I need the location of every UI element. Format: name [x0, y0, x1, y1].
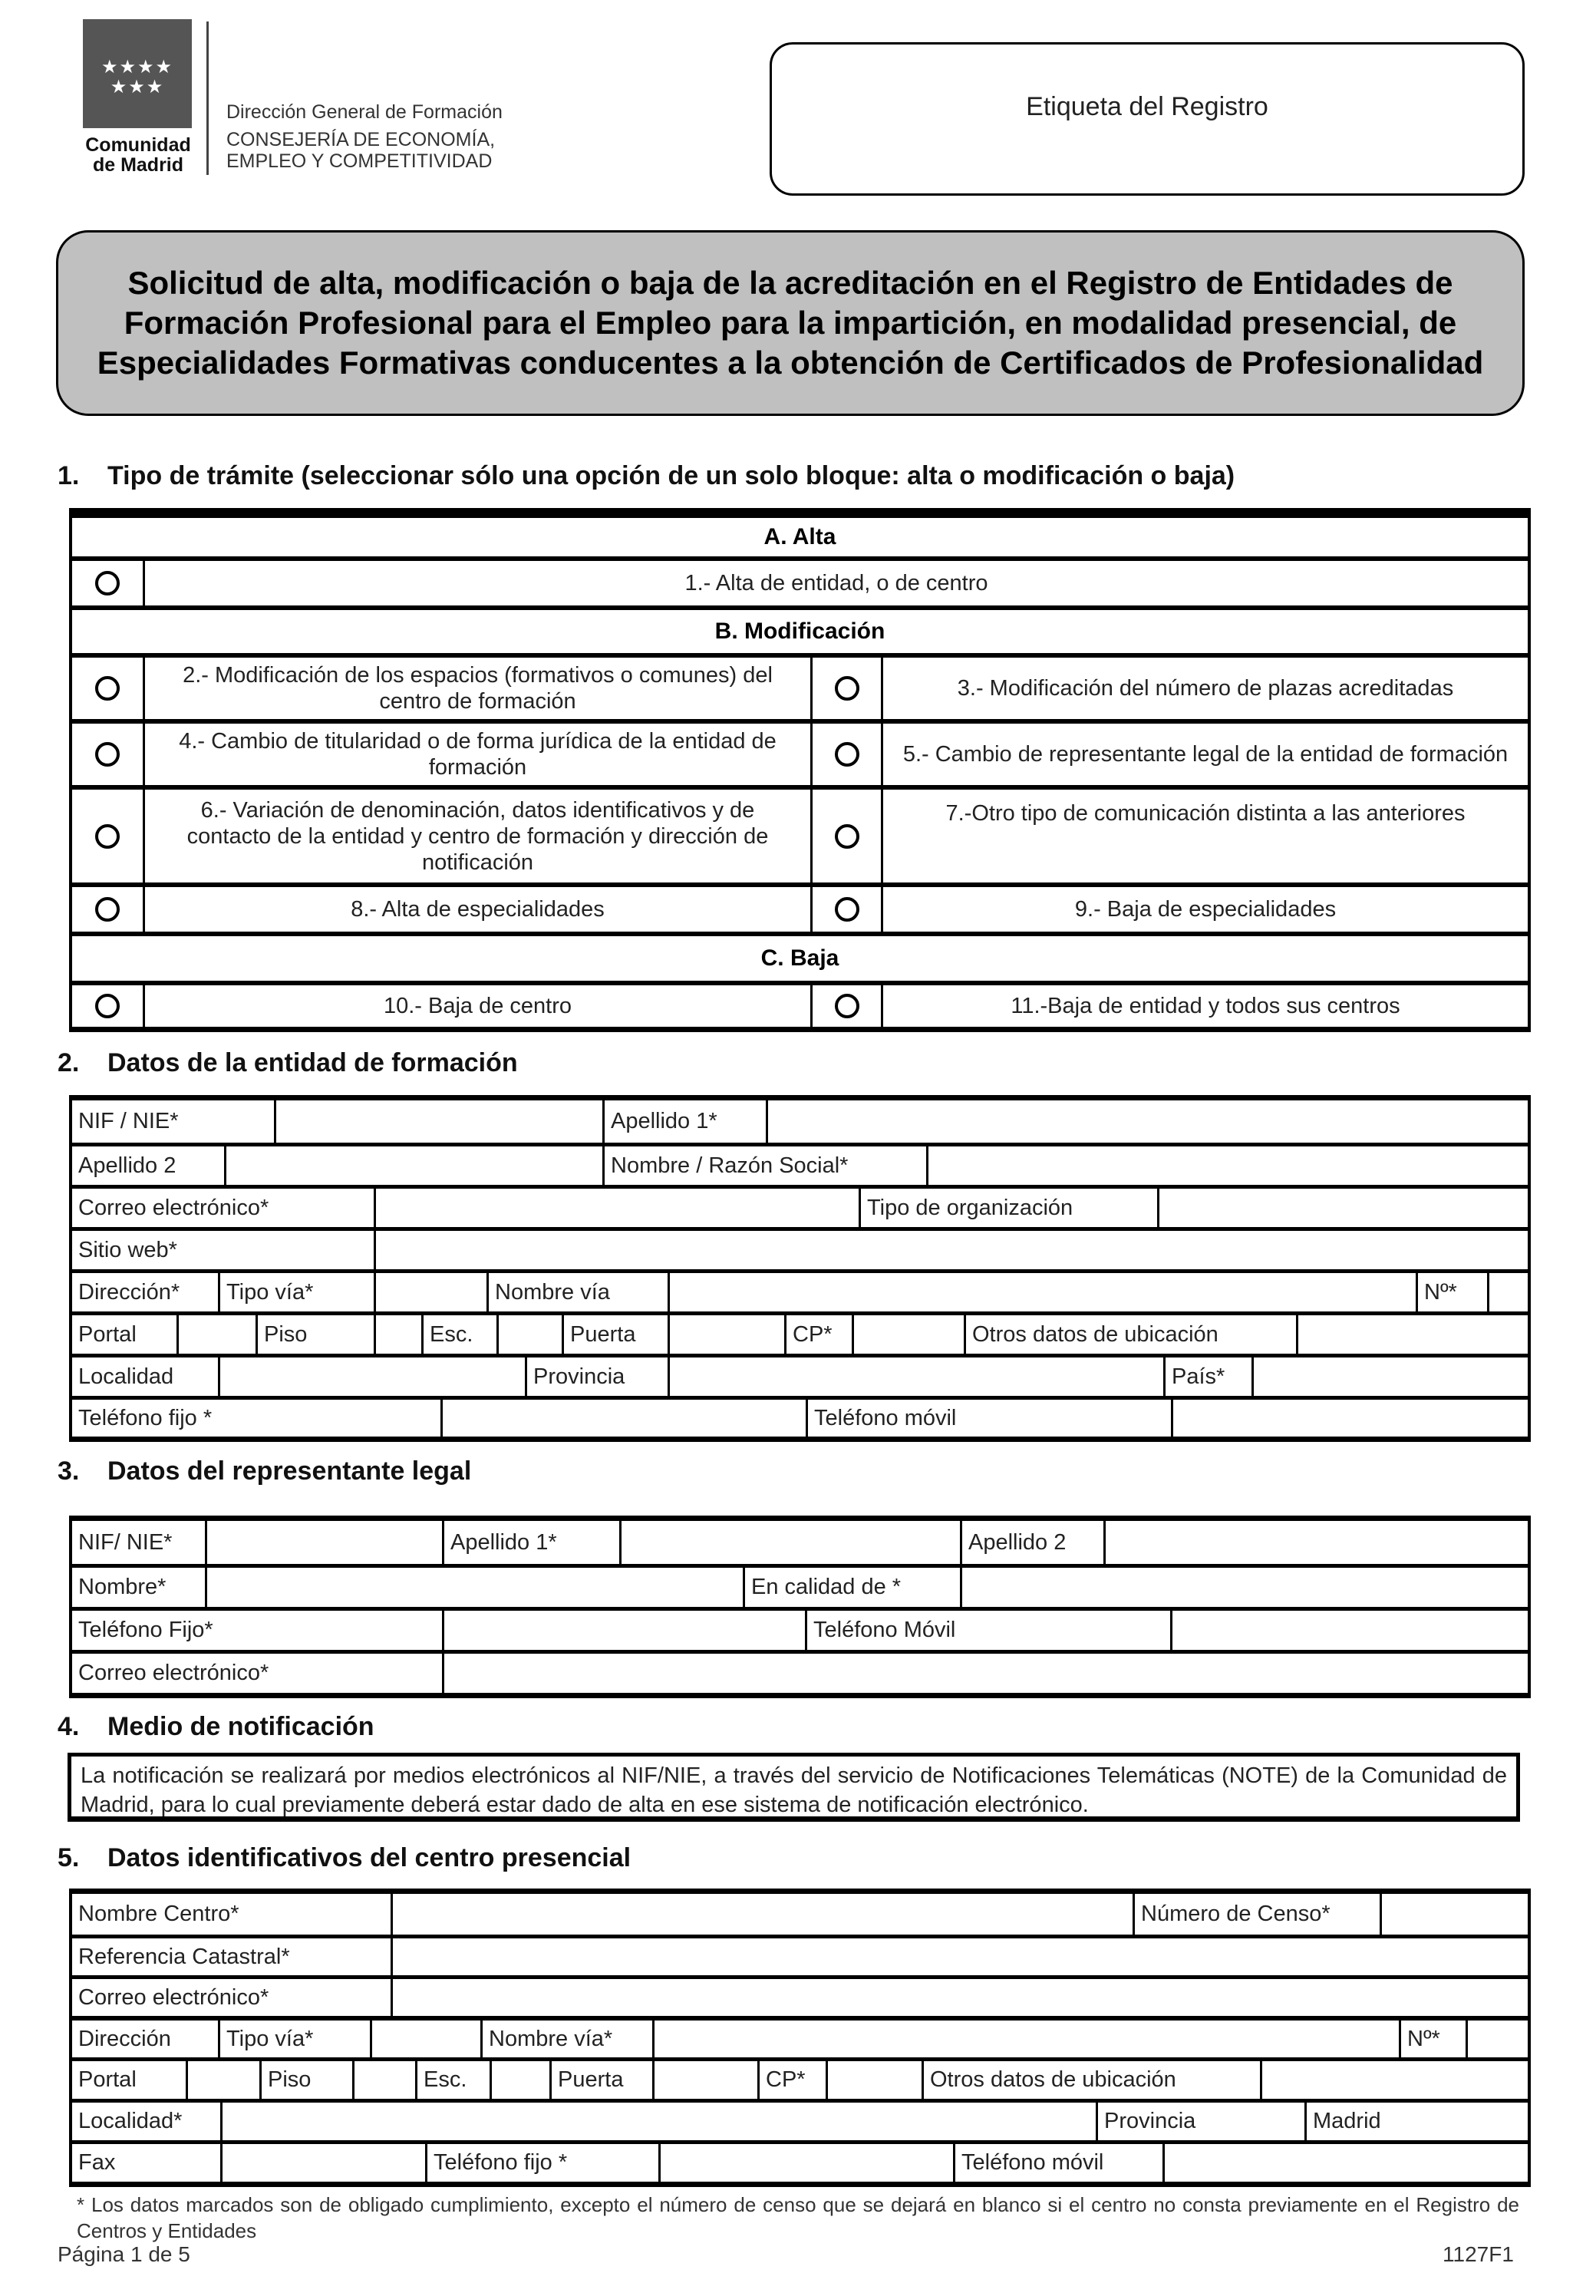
training-center-table [69, 1889, 1531, 2187]
option-5-label: 5.- Cambio de representante legal de la entidad de formación [881, 724, 1528, 785]
rep-correo-field[interactable] [442, 1654, 1528, 1693]
required-fields-footnote: * Los datos marcados son de obligado cumplimiento, excepto el número de censo que se dejará en blanco si el centro no consta previamente en el Registro de Centros y Entidades [77, 2193, 1519, 2242]
centro-cp-label: CP* [757, 2061, 826, 2099]
section2-heading [58, 1047, 518, 1078]
rep-apellido2-label: Apellido 2 [960, 1521, 1103, 1564]
section-title: Datos de la entidad de formación [107, 1048, 518, 1077]
comunidad-madrid-logo [83, 19, 192, 128]
cp-field[interactable] [852, 1315, 964, 1354]
centro-telefono-fijo-field[interactable] [658, 2144, 953, 2182]
rep-apellido2-field[interactable] [1103, 1521, 1528, 1564]
centro-localidad-label: Localidad* [78, 2109, 183, 2133]
referencia-catastral-label: Referencia Catastral* [78, 1944, 290, 1969]
title-box [56, 230, 1525, 416]
tipo-via-label: Tipo vía* [218, 1273, 374, 1311]
referencia-catastral-field[interactable] [391, 1938, 1528, 1975]
nombre-label: Nombre / Razón Social* [602, 1146, 926, 1185]
rep-nif-field[interactable] [205, 1521, 442, 1564]
section-number: 5. [58, 1843, 80, 1872]
centro-piso-label: Piso [259, 2061, 352, 2099]
centro-esc-field[interactable] [490, 2061, 549, 2099]
ministry-line1: CONSEJERÍA DE ECONOMÍA, [226, 129, 496, 150]
centro-puerta-label: Puerta [549, 2061, 652, 2099]
piso-field[interactable] [374, 1315, 421, 1354]
centro-nombre-via-field[interactable] [652, 2021, 1399, 2057]
fax-field[interactable] [220, 2144, 425, 2182]
tipo-organizacion-field[interactable] [1157, 1189, 1528, 1227]
section-title: Datos del representante legal [107, 1456, 472, 1486]
rep-telefono-fijo-field[interactable] [442, 1611, 805, 1650]
department-block [226, 101, 503, 172]
option-row [72, 719, 1528, 785]
radio-icon[interactable] [95, 742, 120, 767]
option-3-radio[interactable] [810, 658, 881, 719]
otros-datos-label: Otros datos de ubicación [964, 1315, 1296, 1354]
block-b-header [72, 605, 1528, 653]
centro-piso-field[interactable] [352, 2061, 415, 2099]
centro-provincia-label: Provincia [1096, 2103, 1304, 2140]
centro-numero-field[interactable] [1466, 2021, 1528, 2057]
provincia-label: Provincia [525, 1357, 668, 1396]
nif-label: NIF / NIE* [78, 1109, 179, 1133]
cp-label: CP* [784, 1315, 852, 1354]
rep-correo-label: Correo electrónico* [78, 1661, 269, 1685]
option-4-label: 4.- Cambio de titularidad o de forma jurídica de la entidad de formación [143, 724, 810, 785]
section-title: Tipo de trámite (seleccionar sólo una opción de un solo bloque: alta o modificación o baja) [107, 461, 1235, 490]
option-8-radio[interactable] [72, 887, 143, 932]
legal-representative-table [69, 1516, 1531, 1698]
logo-name-line2: de Madrid [92, 154, 184, 176]
ministry-line2: EMPLEO Y COMPETITIVIDAD [226, 150, 493, 172]
portal-field[interactable] [176, 1315, 256, 1354]
section-number: 1. [58, 461, 80, 490]
provincia-field[interactable] [668, 1357, 1163, 1396]
centro-tipo-via-label: Tipo vía* [218, 2021, 370, 2057]
option-4-radio[interactable] [72, 724, 143, 785]
rep-apellido1-label: Apellido 1* [442, 1521, 619, 1564]
option-2-radio[interactable] [72, 658, 143, 719]
rep-calidad-field[interactable] [960, 1568, 1528, 1607]
section1-heading [58, 460, 1235, 491]
tipo-via-field[interactable] [374, 1273, 486, 1311]
option-11-label: 11.-Baja de entidad y todos sus centros [881, 985, 1528, 1027]
portal-label: Portal [78, 1321, 137, 1347]
fax-label: Fax [78, 2150, 116, 2175]
block-c-label: C. Baja [760, 945, 839, 971]
option-7-label: 7.-Otro tipo de comunicación distinta a las anteriores [881, 790, 1528, 882]
centro-provincia-field[interactable]: Madrid [1304, 2103, 1528, 2140]
centro-tipo-via-field[interactable] [370, 2021, 480, 2057]
section-number: 2. [58, 1048, 80, 1077]
notification-notice: La notificación se realizará por medios electrónicos al NIF/NIE, a través del servicio de Notificaciones Telemáticas (NOTE) de la Comunidad de Madrid, para lo cual previamente deberá estar dado de alta en ese sistema de notificación electrónico. [68, 1753, 1520, 1822]
block-a-label: A. Alta [763, 524, 836, 549]
esc-label: Esc. [421, 1315, 496, 1354]
rep-calidad-label: En calidad de * [743, 1568, 960, 1607]
stars-icon: ★★★ [110, 76, 165, 97]
apellido1-field[interactable] [766, 1100, 1528, 1143]
localidad-field[interactable] [218, 1357, 525, 1396]
correo-label: Correo electrónico* [78, 1195, 269, 1220]
option-7-radio[interactable] [810, 790, 881, 882]
nombre-centro-label: Nombre Centro* [78, 1902, 239, 1926]
numero-censo-label: Número de Censo* [1133, 1894, 1380, 1935]
numero-censo-field[interactable] [1380, 1894, 1528, 1935]
nombre-via-field[interactable] [668, 1273, 1416, 1311]
section5-heading [58, 1842, 631, 1873]
centro-telefono-movil-label: Teléfono móvil [953, 2144, 1162, 2182]
option-9-label: 9.- Baja de especialidades [881, 887, 1528, 932]
nombre-centro-field[interactable] [391, 1894, 1133, 1935]
department-name: Dirección General de Formación [226, 101, 503, 123]
pais-field[interactable] [1251, 1357, 1528, 1396]
rep-nombre-field[interactable] [205, 1568, 743, 1607]
section-number: 3. [58, 1456, 80, 1486]
direccion-label: Dirección* [78, 1279, 180, 1305]
centro-portal-field[interactable] [186, 2061, 259, 2099]
rep-nif-label: NIF/ NIE* [78, 1529, 173, 1555]
option-2-label: 2.- Modificación de los espacios (formativos o comunes) del centro de formación [143, 658, 810, 719]
block-c-header [72, 932, 1528, 981]
centro-numero-label: Nº* [1399, 2021, 1466, 2057]
option-11-radio[interactable] [810, 985, 881, 1027]
logo-name [77, 135, 200, 175]
web-field[interactable] [374, 1231, 1528, 1269]
apellido2-label: Apellido 2 [78, 1153, 176, 1178]
centro-esc-label: Esc. [415, 2061, 490, 2099]
correo-field[interactable] [374, 1189, 859, 1227]
registry-label: Etiqueta del Registro [1026, 92, 1268, 121]
rep-telefono-movil-field[interactable] [1170, 1611, 1528, 1650]
otros-datos-field[interactable] [1296, 1315, 1528, 1354]
esc-field[interactable] [496, 1315, 562, 1354]
option-row [72, 556, 1528, 605]
section-title: Datos identificativos del centro presencial [107, 1843, 631, 1872]
centro-cp-field[interactable] [826, 2061, 922, 2099]
option-row [72, 653, 1528, 719]
centro-telefono-fijo-label: Teléfono fijo * [425, 2144, 658, 2182]
option-10-radio[interactable] [72, 985, 143, 1027]
option-10-label: 10.- Baja de centro [143, 985, 810, 1027]
telefono-movil-field[interactable] [1171, 1400, 1528, 1437]
rep-telefono-movil-label: Teléfono Móvil [805, 1611, 1170, 1650]
option-5-radio[interactable] [810, 724, 881, 785]
puerta-label: Puerta [562, 1315, 668, 1354]
page-number: Página 1 de 5 [58, 2242, 190, 2266]
option-row [72, 882, 1528, 932]
section3-heading [58, 1456, 471, 1486]
nombre-via-label: Nombre vía [486, 1273, 668, 1311]
telefono-movil-label: Teléfono móvil [806, 1400, 1171, 1437]
nombre-field[interactable] [926, 1146, 1528, 1185]
option-9-radio[interactable] [810, 887, 881, 932]
centro-correo-label: Correo electrónico* [78, 1984, 269, 2010]
section4-heading [58, 1711, 374, 1742]
option-row [72, 785, 1528, 882]
option-1-label: 1.- Alta de entidad, o de centro [143, 561, 1528, 605]
puerta-field[interactable] [668, 1315, 784, 1354]
section-number: 4. [58, 1712, 80, 1741]
centro-direccion-label: Dirección [78, 2026, 171, 2051]
radio-icon[interactable] [95, 824, 120, 849]
centro-otros-datos-field[interactable] [1260, 2061, 1528, 2099]
nif-field[interactable] [274, 1100, 602, 1143]
numero-label: Nº* [1416, 1273, 1487, 1311]
centro-localidad-field[interactable] [220, 2103, 1096, 2140]
page-title: Solicitud de alta, modificación o baja de la acreditación en el Registro de Entidades de Formación Profesional para el Empleo para la impartición, en modalidad presencial, de Especialidades Formativas conducentes a la obtención de Certificados de Profesionalidad [97, 265, 1484, 381]
piso-label: Piso [256, 1315, 374, 1354]
centro-otros-datos-label: Otros datos de ubicación [922, 2061, 1260, 2099]
web-label: Sitio web* [78, 1237, 177, 1262]
radio-icon[interactable] [835, 994, 859, 1018]
centro-portal-label: Portal [78, 2067, 137, 2092]
option-8-label: 8.- Alta de especialidades [143, 887, 810, 932]
radio-icon[interactable] [835, 742, 859, 767]
radio-icon[interactable] [835, 676, 859, 701]
registry-label-box [770, 42, 1525, 196]
entity-data-table [69, 1095, 1531, 1442]
radio-icon[interactable] [95, 676, 120, 701]
radio-icon[interactable] [95, 897, 120, 922]
option-6-label: 6.- Variación de denominación, datos identificativos y de contacto de la entidad y centro de formación y dirección de notificación [143, 790, 810, 882]
section-title: Medio de notificación [107, 1712, 374, 1741]
logo-name-line1: Comunidad [85, 134, 191, 156]
rep-nombre-label: Nombre* [78, 1575, 167, 1599]
option-3-label: 3.- Modificación del número de plazas acreditadas [881, 658, 1528, 719]
numero-field[interactable] [1487, 1273, 1528, 1311]
header-divider [206, 21, 209, 175]
stars-icon: ★★★★ [101, 56, 174, 78]
option-row [72, 981, 1528, 1027]
block-b-label: B. Modificación [714, 619, 885, 644]
centro-nombre-via-label: Nombre vía* [480, 2021, 652, 2057]
radio-icon[interactable] [835, 897, 859, 922]
pais-label: País* [1163, 1357, 1251, 1396]
option-1-radio[interactable] [72, 561, 143, 605]
centro-puerta-field[interactable] [652, 2061, 757, 2099]
tipo-organizacion-label: Tipo de organización [859, 1189, 1157, 1227]
form-code: 1127F1 [1443, 2242, 1514, 2266]
apellido2-field[interactable] [224, 1146, 602, 1185]
rep-apellido1-field[interactable] [619, 1521, 960, 1564]
localidad-label: Localidad [78, 1364, 174, 1389]
radio-icon[interactable] [835, 824, 859, 849]
apellido1-label: Apellido 1* [602, 1100, 766, 1143]
procedure-type-table [69, 508, 1531, 1032]
block-a-header [72, 513, 1528, 556]
centro-telefono-movil-field[interactable] [1162, 2144, 1528, 2182]
telefono-fijo-field[interactable] [440, 1400, 806, 1437]
radio-icon[interactable] [95, 571, 120, 595]
telefono-fijo-label: Teléfono fijo * [78, 1405, 213, 1430]
rep-telefono-fijo-label: Teléfono Fijo* [78, 1618, 213, 1642]
radio-icon[interactable] [95, 994, 120, 1018]
centro-correo-field[interactable] [391, 1979, 1528, 2016]
option-6-radio[interactable] [72, 790, 143, 882]
